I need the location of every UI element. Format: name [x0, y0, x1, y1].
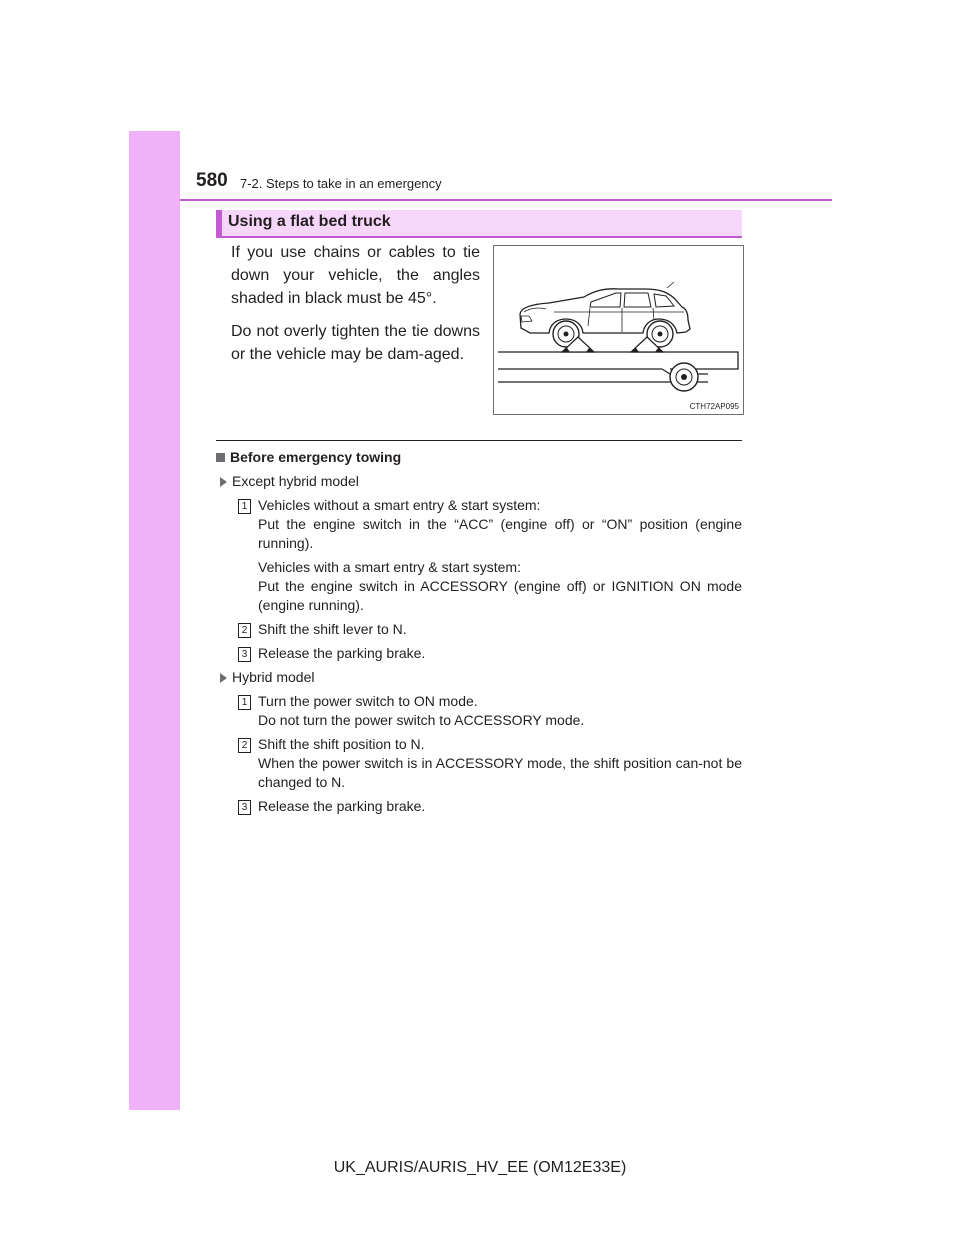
except-hybrid-step-1: [216, 496, 742, 615]
step-number-badge: 2: [238, 738, 251, 753]
step-text-line: Vehicles with a smart entry & start system:: [258, 559, 521, 575]
step-text: Release the parking brake.: [258, 645, 426, 661]
figure-code: CTH72AP095: [689, 402, 739, 411]
step-text-line: Shift the shift position to N.: [258, 736, 425, 752]
hybrid-step-1: [216, 692, 742, 730]
before-towing-section: [216, 448, 742, 821]
step-text: [258, 692, 742, 730]
section-title: 7-2. Steps to take in an emergency: [240, 176, 442, 191]
step-number-badge: 3: [238, 647, 251, 662]
flat-bed-truck-illustration: [493, 245, 744, 415]
topic-title: Using a flat bed truck: [228, 213, 391, 230]
except-hybrid-step-2: [216, 620, 742, 639]
arrow-bullet-icon: [220, 477, 227, 487]
step-text: [258, 558, 742, 615]
hybrid-step-2: [216, 735, 742, 792]
except-hybrid-label: Except hybrid model: [232, 473, 359, 489]
topic-title-bar: [216, 210, 742, 238]
step-text-line: Vehicles without a smart entry & start system:: [258, 497, 541, 513]
car-on-flatbed-drawing: [494, 246, 743, 414]
before-towing-heading: [216, 448, 742, 467]
step-text: [258, 735, 742, 792]
step-number-badge: 1: [238, 499, 251, 514]
page-number: 580: [196, 170, 228, 191]
step-text-line: Do not turn the power switch to ACCESSORY mode.: [258, 712, 585, 728]
step-text: Release the parking brake.: [258, 798, 426, 814]
step-text: [258, 496, 742, 553]
chapter-side-tab: [129, 131, 180, 1110]
except-hybrid-step-3: [216, 644, 742, 663]
footer-manual-code: UK_AURIS/AURIS_HV_EE (OM12E33E): [333, 1159, 627, 1176]
before-towing-heading-text: Before emergency towing: [230, 449, 402, 465]
square-bullet-icon: [216, 453, 225, 462]
intro-paragraph-1: If you use chains or cables to tie down your vehicle, the angles shaded in black must be 45°.: [231, 244, 480, 307]
hybrid-step-3: [216, 797, 742, 816]
step-text-line: When the power switch is in ACCESSORY mode, the shift position can-not be changed to N.: [258, 755, 742, 790]
header-rule: [180, 199, 832, 201]
except-hybrid-subheading: [220, 472, 742, 491]
step-text-line: Put the engine switch in ACCESSORY (engine off) or IGNITION ON mode (engine running).: [258, 578, 742, 613]
step-number-badge: 3: [238, 800, 251, 815]
hybrid-label: Hybrid model: [232, 669, 315, 685]
intro-text: [231, 241, 480, 376]
step-text: Shift the shift lever to N.: [258, 621, 407, 637]
step-text-line: Put the engine switch in the “ACC” (engine off) or “ON” position (engine running).: [258, 516, 742, 551]
section-divider: [216, 440, 742, 441]
step-text-line: Turn the power switch to ON mode.: [258, 693, 478, 709]
step-number-badge: 1: [238, 695, 251, 710]
intro-paragraph-2: Do not overly tighten the tie downs or the vehicle may be dam-aged.: [231, 323, 480, 363]
hybrid-subheading: [220, 668, 742, 687]
arrow-bullet-icon: [220, 673, 227, 683]
topic-accent-bar: [216, 210, 222, 236]
step-number-badge: 2: [238, 623, 251, 638]
